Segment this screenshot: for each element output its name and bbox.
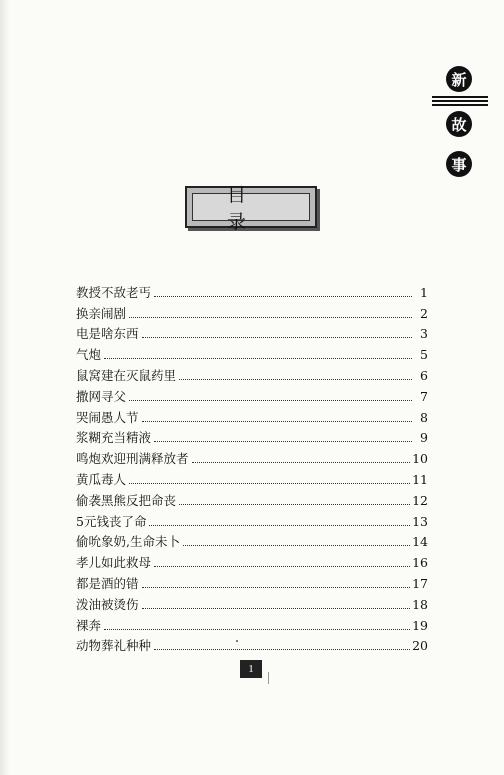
toc-entry[interactable] bbox=[76, 426, 428, 447]
toc-leader-dots bbox=[183, 545, 410, 546]
toc-entry-title: 撒网寻父 bbox=[76, 388, 127, 404]
toc-entry[interactable] bbox=[76, 634, 428, 655]
toc-entry-page: 20 bbox=[412, 638, 428, 654]
toc-entry-page: 16 bbox=[412, 555, 428, 571]
toc-entry-page: 1 bbox=[420, 284, 428, 300]
toc-entry-title: 孝儿如此救母 bbox=[76, 555, 152, 571]
series-char-2: 故 bbox=[446, 111, 472, 137]
toc-entry[interactable] bbox=[76, 550, 428, 571]
toc-entry[interactable] bbox=[76, 571, 428, 592]
series-badge bbox=[444, 66, 474, 177]
toc-entry-title: 换亲闹剧 bbox=[76, 305, 127, 321]
toc-leader-dots bbox=[192, 462, 411, 463]
toc-entry-title: 5元钱丧了命 bbox=[76, 513, 147, 529]
toc-entry-page: 14 bbox=[412, 534, 428, 550]
toc-entry-title: 哭闹愚人节 bbox=[76, 409, 139, 425]
toc-entry[interactable] bbox=[76, 613, 428, 634]
toc-entry-page: 7 bbox=[420, 388, 428, 404]
toc-leader-dots bbox=[154, 566, 410, 567]
toc-leader-dots bbox=[179, 504, 410, 505]
toc-leader-dots bbox=[104, 358, 412, 359]
toc-heading-box bbox=[185, 184, 317, 233]
series-char-1: 新 bbox=[446, 66, 472, 92]
toc-entry[interactable] bbox=[76, 467, 428, 488]
series-rules bbox=[432, 96, 488, 106]
toc-entry-title: 浆糊充当精液 bbox=[76, 430, 152, 446]
toc-entry-page: 18 bbox=[412, 596, 428, 612]
toc-entry-page: 12 bbox=[412, 492, 428, 508]
toc-entry-page: 8 bbox=[420, 409, 428, 425]
toc-heading: 目录 bbox=[192, 193, 310, 221]
toc-leader-dots bbox=[154, 296, 412, 297]
toc-entry-page: 19 bbox=[412, 617, 428, 633]
page-speck bbox=[236, 640, 238, 642]
toc-leader-dots bbox=[142, 337, 412, 338]
toc-entry-title: 气炮 bbox=[76, 347, 102, 363]
toc-entry-page: 13 bbox=[412, 513, 428, 529]
toc-leader-dots bbox=[142, 608, 411, 609]
toc-leader-dots bbox=[149, 525, 410, 526]
toc-entry[interactable] bbox=[76, 342, 428, 363]
toc-entry-page: 5 bbox=[420, 347, 428, 363]
toc-entry-page: 3 bbox=[420, 326, 428, 342]
page-tick bbox=[268, 672, 269, 684]
toc-entry-title: 裸奔 bbox=[76, 617, 102, 633]
toc-entry[interactable] bbox=[76, 509, 428, 530]
toc-entry[interactable] bbox=[76, 446, 428, 467]
toc-entry[interactable] bbox=[76, 488, 428, 509]
toc-entry-page: 10 bbox=[412, 451, 428, 467]
table-of-contents bbox=[76, 280, 428, 654]
toc-leader-dots bbox=[142, 587, 411, 588]
toc-entry[interactable] bbox=[76, 592, 428, 613]
toc-entry-page: 11 bbox=[412, 471, 428, 487]
toc-entry[interactable] bbox=[76, 301, 428, 322]
toc-entry-title: 鸣炮欢迎刑满释放者 bbox=[76, 451, 189, 467]
toc-leader-dots bbox=[154, 441, 412, 442]
toc-leader-dots bbox=[129, 400, 412, 401]
toc-entry-title: 黄瓜毒人 bbox=[76, 471, 127, 487]
toc-entry-title: 泼油被烫伤 bbox=[76, 596, 139, 612]
toc-entry[interactable] bbox=[76, 322, 428, 343]
toc-entry-page: 6 bbox=[420, 367, 428, 383]
toc-entry-page: 2 bbox=[420, 305, 428, 321]
page-number: 1 bbox=[240, 660, 262, 678]
toc-entry-title: 偷袭黑熊反把命丧 bbox=[76, 492, 177, 508]
toc-entry[interactable] bbox=[76, 405, 428, 426]
toc-entry-title: 动物葬礼种种 bbox=[76, 638, 152, 654]
toc-entry[interactable] bbox=[76, 363, 428, 384]
toc-entry-title: 电是啥东西 bbox=[76, 326, 139, 342]
toc-entry-page: 17 bbox=[412, 575, 428, 591]
toc-entry-page: 9 bbox=[420, 430, 428, 446]
page-edge-shadow bbox=[0, 0, 10, 775]
toc-leader-dots bbox=[142, 421, 412, 422]
series-char-3: 事 bbox=[446, 151, 472, 177]
toc-entry-title: 教授不敌老丐 bbox=[76, 284, 152, 300]
toc-entry-title: 都是酒的错 bbox=[76, 575, 139, 591]
toc-leader-dots bbox=[129, 483, 410, 484]
toc-entry-title: 鼠窝建在灭鼠药里 bbox=[76, 367, 177, 383]
toc-leader-dots bbox=[129, 317, 412, 318]
toc-leader-dots bbox=[179, 379, 412, 380]
toc-leader-dots bbox=[154, 649, 410, 650]
toc-leader-dots bbox=[104, 629, 410, 630]
toc-entry[interactable] bbox=[76, 530, 428, 551]
toc-entry-title: 偷吮象奶,生命未卜 bbox=[76, 534, 180, 550]
toc-entry[interactable] bbox=[76, 384, 428, 405]
toc-entry[interactable] bbox=[76, 280, 428, 301]
